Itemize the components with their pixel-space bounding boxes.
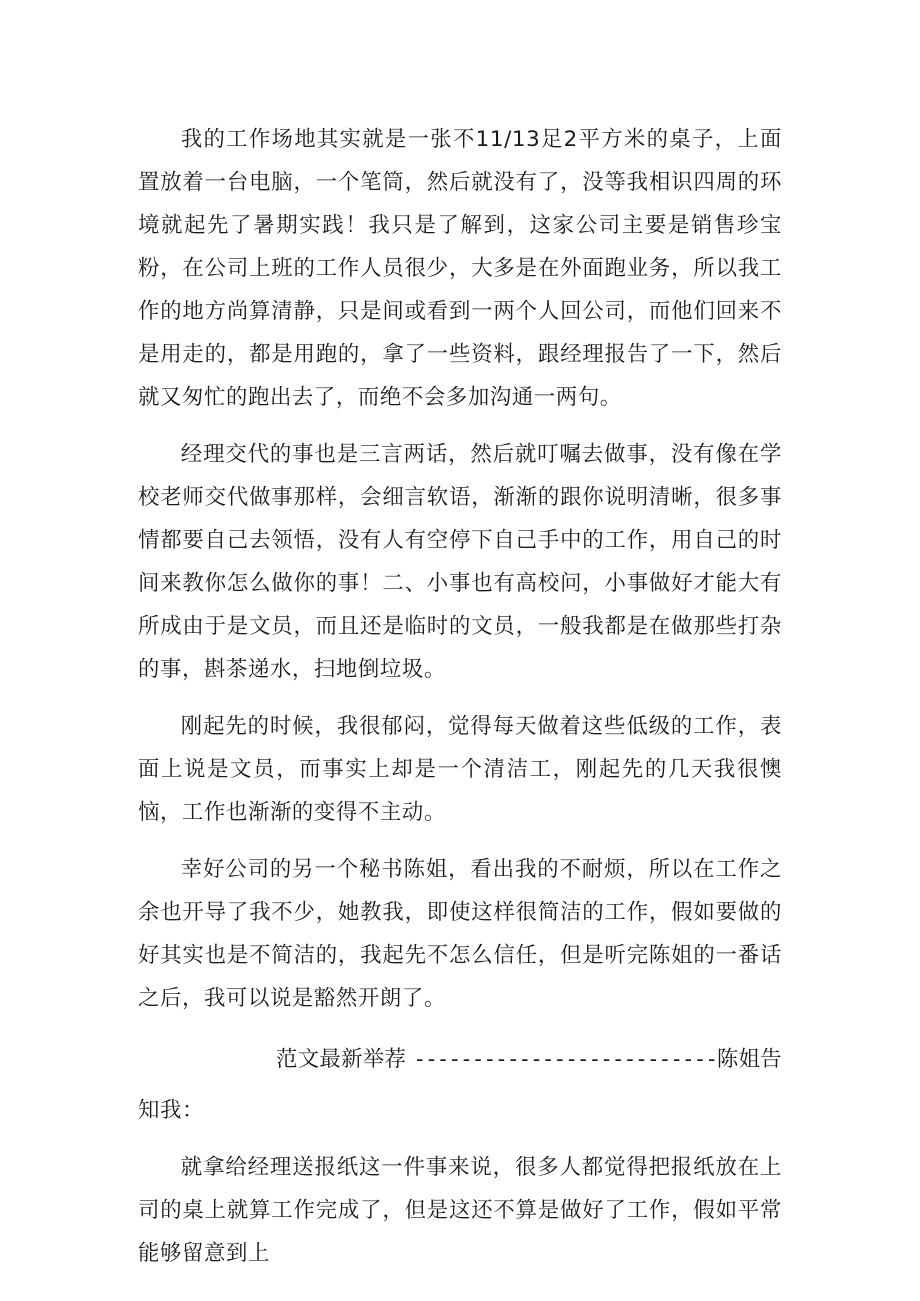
recommend-label: 范文最新举荐: [276, 1047, 407, 1072]
paragraph-manager: 经理交代的事也是三言两话，然后就叮嘱去做事，没有像在学校老师交代做事那样，会细言软语，渐渐的跟你说明清晰，很多事情都要自己去领悟，没有人有空停下自己手中的工作，用自己的时间来教你怎么做你的事！二、小事也有高校问，小事做好才能大有所成由于是文员，而且还是临时的文员，一般我都是在做那些打杂的事，斟茶递水，扫地倒垃圾。: [138, 442, 782, 682]
paragraph-beginning: 刚起先的时候，我很郁闷，觉得每天做着这些低级的工作，表面上说是文员，而事实上却是一个清洁工，刚起先的几天我很懊恼，工作也渐渐的变得不主动。: [138, 714, 782, 825]
recommend-line: [138, 1038, 782, 1081]
paragraph-workplace: 我的工作场地其实就是一张不11/13足2平方米的桌子，上面置放着一台电脑，一个笔筒，然后就没有了，没等我相识四周的环境就起先了暑期实践！我只是了解到，这家公司主要是销售珍宝粉，在公司上班的工作人员很少，大多是在外面跑业务，所以我工作的地方尚算清静，只是间或看到一两个人回公司，而他们回来不是用走的，都是用跑的，拿了一些资料，跟经理报告了一下，然后就又匆忙的跑出去了，而绝不会多加沟通一两句。: [138, 127, 782, 410]
paragraph-secretary: 幸好公司的另一个秘书陈姐，看出我的不耐烦，所以在工作之余也开导了我不少，她教我，即使这样很简洁的工作，假如要做的好其实也是不简洁的，我起先不怎么信任，但是听完陈姐的一番话之后，我可以说是豁然开朗了。: [138, 857, 782, 1011]
recommend-dashes: --------------------------: [413, 1047, 717, 1072]
recommend-after: 陈姐告: [716, 1047, 782, 1072]
document-body: [138, 118, 782, 1289]
continuation-text: 知我：: [138, 1098, 204, 1123]
paragraph-newspaper: 就拿给经理送报纸这一件事来说，很多人都觉得把报纸放在上司的桌上就算工作完成了，但是这还不算是做好了工作，假如平常能够留意到上: [138, 1155, 782, 1266]
